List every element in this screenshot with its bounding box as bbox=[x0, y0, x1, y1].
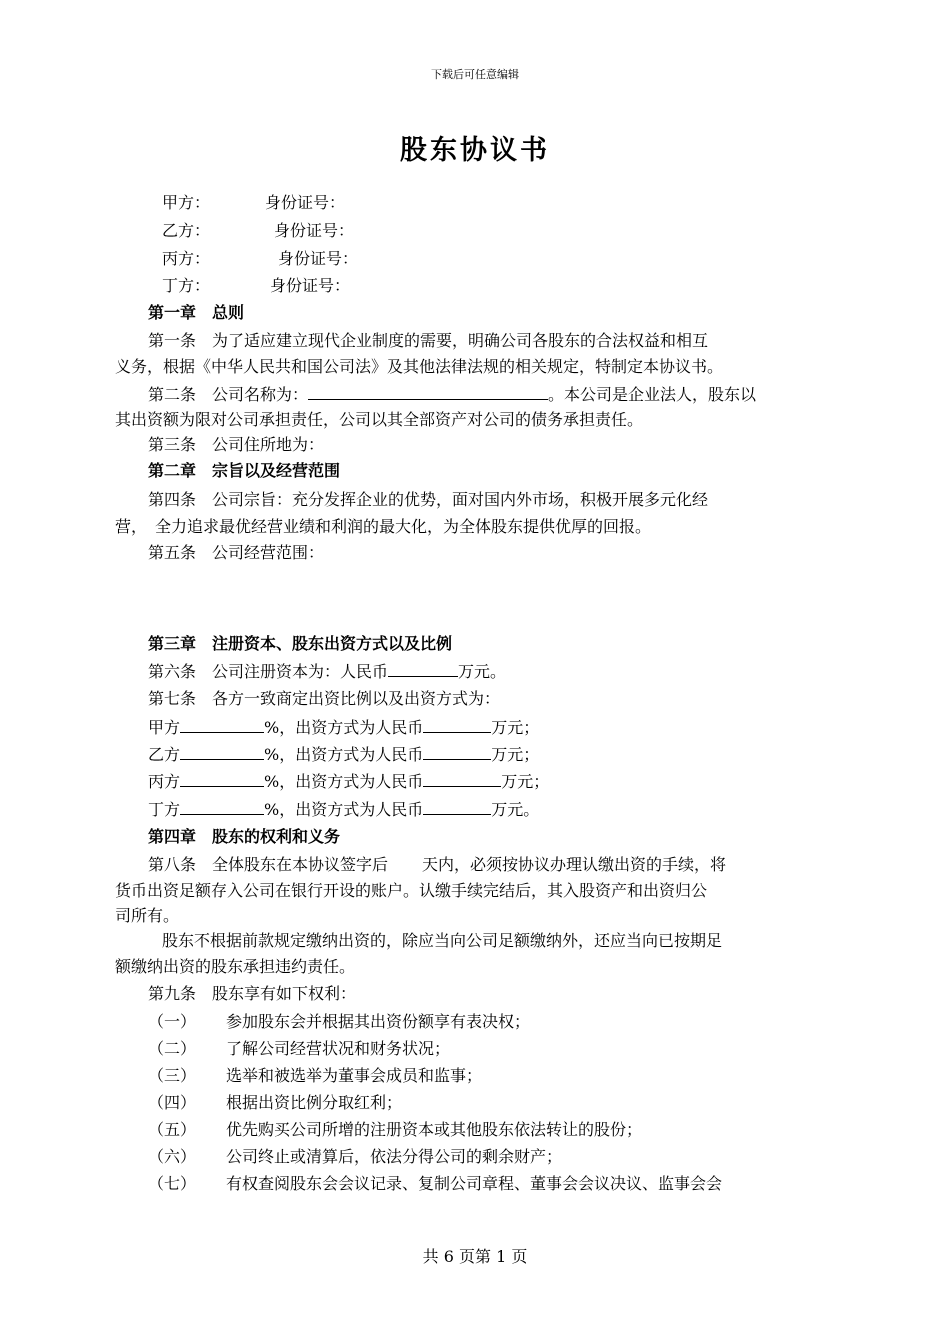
article-3: 第三条 公司住所地为： bbox=[148, 435, 325, 454]
article-8-para-2-line-2: 额缴纳出资的股东承担违约责任。 bbox=[115, 957, 356, 976]
capital-blank bbox=[388, 661, 458, 677]
share-row-c: 丙方 %，出资方式为人民币 万元； bbox=[148, 772, 550, 791]
article-4-line-1: 第四条 公司宗旨：充分发挥企业的优势，面对国内外市场，积极开展多元化经 bbox=[148, 490, 709, 509]
article-4-line-2: 营， 全力追求最优经营业绩和利润的最大化，为全体股东提供优厚的回报。 bbox=[115, 517, 652, 536]
party-d: 丁方： 身份证号： bbox=[162, 276, 351, 295]
article-9: 第九条 股东享有如下权利： bbox=[148, 984, 357, 1003]
right-item: （一） 参加股东会并根据其出资份额享有表决权； bbox=[148, 1012, 531, 1031]
share-row-d: 丁方 %，出资方式为人民币 万元。 bbox=[148, 800, 540, 819]
party-a: 甲方： 身份证号： bbox=[162, 193, 346, 212]
header-note: 下载后可任意编辑 bbox=[431, 68, 519, 81]
article-8-line-1: 第八条 全体股东在本协议签字后 天内，必须按协议办理认缴出资的手续，将 bbox=[148, 855, 727, 874]
document-title: 股东协议书 bbox=[400, 135, 550, 166]
party-c: 丙方： 身份证号： bbox=[162, 249, 359, 268]
chapter-3-heading: 第三章 注册资本、股东出资方式以及比例 bbox=[148, 634, 453, 653]
chapter-4-heading: 第四章 股东的权利和义务 bbox=[148, 827, 341, 846]
share-row-a: 甲方 %，出资方式为人民币 万元； bbox=[148, 718, 540, 737]
article-8-line-2: 货币出资足额存入公司在银行开设的账户。认缴手续完结后，其入股资产和出资归公 bbox=[115, 881, 708, 900]
right-item: （二） 了解公司经营状况和财务状况； bbox=[148, 1039, 451, 1058]
chapter-2-heading: 第二章 宗旨以及经营范围 bbox=[148, 461, 341, 480]
article-8-para-2-line-1: 股东不根据前款规定缴纳出资的，除应当向公司足额缴纳外，还应当向已按期足 bbox=[162, 931, 723, 950]
article-7: 第七条 各方一致商定出资比例以及出资方式为： bbox=[148, 689, 501, 708]
share-row-b: 乙方 %，出资方式为人民币 万元； bbox=[148, 745, 540, 764]
right-item: （七） 有权查阅股东会会议记录、复制公司章程、董事会会议决议、监事会会 bbox=[148, 1174, 723, 1193]
article-2-line-1: 第二条 公司名称为： 。本公司是企业法人，股东以 bbox=[148, 385, 757, 404]
article-2-line-2: 其出资额为限对公司承担责任，公司以其全部资产对公司的债务承担责任。 bbox=[115, 410, 644, 429]
right-item: （四） 根据出资比例分取红利； bbox=[148, 1093, 403, 1112]
article-1-line-1: 第一条 为了适应建立现代企业制度的需要，明确公司各股东的合法权益和相互 bbox=[148, 331, 709, 350]
company-name-blank bbox=[308, 384, 548, 400]
article-6: 第六条 公司注册资本为：人民币 万元。 bbox=[148, 662, 507, 681]
article-8-line-3: 司所有。 bbox=[115, 906, 180, 925]
party-b: 乙方： 身份证号： bbox=[162, 221, 355, 240]
page-footer: 共 6 页第 1 页 bbox=[422, 1247, 528, 1266]
right-item: （三） 选举和被选举为董事会成员和监事； bbox=[148, 1066, 483, 1085]
article-1-line-2: 义务，根据《中华人民共和国公司法》及其他法律法规的相关规定，特制定本协议书。 bbox=[115, 357, 724, 376]
chapter-1-heading: 第一章 总则 bbox=[148, 303, 245, 322]
article-5: 第五条 公司经营范围： bbox=[148, 543, 325, 562]
right-item: （五） 优先购买公司所增的注册资本或其他股东依法转让的股份； bbox=[148, 1120, 643, 1139]
right-item: （六） 公司终止或清算后，依法分得公司的剩余财产； bbox=[148, 1147, 563, 1166]
